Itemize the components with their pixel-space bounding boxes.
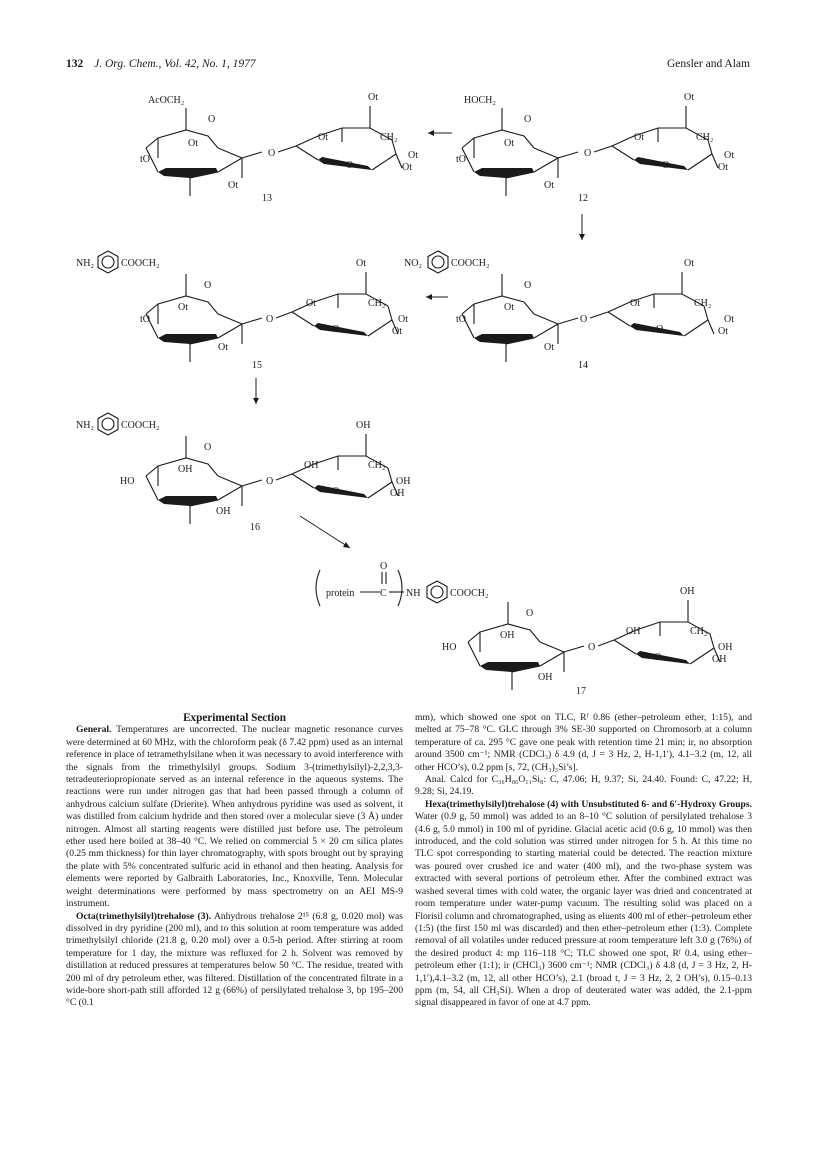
ot-label: Ot <box>368 92 378 103</box>
oh-label: OH <box>718 642 733 653</box>
glycosidic-o: O <box>268 148 276 159</box>
ring-o: O <box>524 114 532 125</box>
ot-label: Ot <box>188 138 198 149</box>
nh2-label: NH₂ <box>76 258 94 269</box>
oh-label: OH <box>626 626 641 637</box>
compound-16 <box>76 413 410 533</box>
label-15: 15 <box>252 360 262 371</box>
ring-o: O <box>204 280 212 291</box>
ot-label: Ot <box>228 180 238 191</box>
paragraph <box>415 799 752 1010</box>
ring-o: O <box>526 608 534 619</box>
nh-label: NH <box>406 588 421 599</box>
arrow-16-to-17 <box>300 516 350 548</box>
label-13: 13 <box>262 193 272 204</box>
glycosidic-o: O <box>580 314 588 325</box>
ot-label: Ot <box>718 162 728 173</box>
carbonyl-c: C <box>380 588 387 599</box>
ot-label: Ot <box>724 150 734 161</box>
paragraph <box>66 911 403 1010</box>
compound-14 <box>404 251 734 371</box>
ot-label: Ot <box>408 150 418 161</box>
compound-17 <box>316 561 732 697</box>
nh2-label: NH₂ <box>76 420 94 431</box>
to-label: tO <box>140 314 150 325</box>
left-column <box>66 712 403 1010</box>
compound-15 <box>76 251 408 371</box>
label-17: 17 <box>576 686 586 697</box>
paragraph <box>415 712 752 774</box>
to-label: tO <box>140 154 150 165</box>
paragraph <box>66 724 403 910</box>
ot-label: Ot <box>218 342 228 353</box>
no2-label: NO₂ <box>404 258 422 269</box>
ch2-label: CH₂ <box>694 298 712 309</box>
ring-o: O <box>346 160 354 171</box>
running-header-authors: Gensler and Alam <box>666 58 750 70</box>
protein-label: protein <box>326 588 355 599</box>
runin-heading: Hexa(trimethylsilyl)trehalose (4) with Unsubstituted 6- and 6′-Hydroxy Groups. <box>425 798 752 810</box>
glycosidic-o: O <box>584 148 592 159</box>
paragraph-text: Temperatures are uncorrected. The nuclear magnetic resonance curves were determined at 60 MHz, with the chloroform peak (δ 7.42 ppm) used as an internal reference in place of tetramethylsilane when it was necessary to avoid interference with the signals from the trimethylsilyl groups. Sodium 3-(trimethylsilyl)-2,2,3,3-tetradeuteriopropionate served as an internal reference in the aqueous systems. The reactions were run under nitrogen gas that had been passed through a column of anhydrous calcium sulfate (Drierite). When anhydrous pyridine was used as solvent, it was distilled from calcium hydride and then stored over a molecular sieve (3 Å) under nitrogen. Almost all starting reagents were distilled just before use. The petroleum ether used here boiled at 38–40 °C. We relied on commercial 5 × 20 cm silica plates (0.25 mm thickness) for thin layer chromatography, with spots brought out by spraying the plate with 5% concentrated sulfuric acid in ethanol and then heating. Analysis for elements were reported by Galbraith Laboratories, Inc., Knoxville, Tenn. Molecular weight determinations were performed by mass spectrometry on an AEI MS-9 instrument. <box>66 724 403 910</box>
cooch2-label: COOCH₂ <box>121 420 160 431</box>
hoch2-label: HOCH₂ <box>464 95 496 106</box>
glycosidic-o: O <box>588 642 596 653</box>
ot-label: Ot <box>684 92 694 103</box>
oh-label: OH <box>680 586 695 597</box>
ch2-label: CH₂ <box>690 626 708 637</box>
ot-label: Ot <box>504 302 514 313</box>
carbonyl-o: O <box>380 561 388 572</box>
oh-label: OH <box>500 630 515 641</box>
oh-label: OH <box>356 420 371 431</box>
oh-label: OH <box>216 506 231 517</box>
paragraph-text: Anhydrous trehalose 2¹⁵ (6.8 g, 0.020 mol) was dissolved in dry pyridine (200 ml), and to this solution at room temperature was added trimethylsilyl chloride (21.8 g, 0.20 mol) over a 0.5-h period. After stirring at room temperature for 1 day, the mixture was refluxed for 2 h. Solvent was removed by distillation at reduced pressures at temperatures below 50 °C. The residue, treated with 200 ml of dry petroleum ether, was filtered. Distillation of the concentrated filtrate in a wide-bore short-path still afforded 12 g (66%) of persilylated trehalose 3, bp 195–200 °C (0.1 <box>66 910 403 1009</box>
ho-label: HO <box>442 642 457 653</box>
paragraph-text: mm), which showed one spot on TLC, Rᶠ 0.86 (ether–petroleum ether, 1:15), and melted at 75–78 °C. GLC through 3% SE-30 supported on Chromosorb at a column temperature of ca. 295 °C gave one peak with retention time 21 min; ir, no absorption around 3500 cm⁻¹; NMR (CDCl₃) δ 4.9 (d, J = 3 Hz, 2, H-1,1′), 4.1–3.2 (m, 12, all other HCO’s), 0.2 ppm [s, 72, (CH₃)₃Si’s]. <box>415 712 752 773</box>
paragraph-text: Water (0.9 g, 50 mmol) was added to an 8–10 °C solution of persilylated trehalose 3 (4.6 g, 5.0 mmol) in 100 ml of pyridine. Glacial acetic acid (0.6 g, 10 mmol) was then introduced, and the cold solution was stirred under nitrogen for 5 h. At this time no TLC spot corresponding to starting material could be detected. The reaction mixture was poured over crushed ice and water (400 ml), and the two-phase system was extracted with several portions of petroleum ether. After the combined extract was washed several times with cold water, the organic layer was dried and concentrated at room temperature under water-pump vacuum. The resulting solid was placed on a Florisil column and chromatographed, using as eluents 400 ml of ether–petroleum ether (1:5) (the first 150 ml was discarded) and then ether–petroleum ether (1:3). Complete removal of all volatiles under reduced pressure at room temperature left 3.0 g (76%) of the desired product 4: mp 116–118 °C; TLC showed one spot, Rᶠ 0.4, using ether–petroleum ether (1:1); ir (CHCl₃) 3600 cm⁻¹; NMR (CDCl₃) δ 4.8 (d, J = 3 Hz, 2, H-1,1′),4.1–3.2 (m, 12, all other HCO’s), 2.1 (broad t, J = 3 Hz, 2, 2 OH’s), 0.15–0.13 ppm (m, 54, all CH₃Si). When a drop of deuterated water was added, the 2.1-ppm signal disappeared in favor of one at 4.7 ppm. <box>415 811 752 1009</box>
ot-label: Ot <box>718 326 728 337</box>
ot-label: Ot <box>544 180 554 191</box>
ch2-label: CH₂ <box>380 132 398 143</box>
oh-label: OH <box>304 460 319 471</box>
ot-label: Ot <box>724 314 734 325</box>
glycosidic-o: O <box>266 476 274 487</box>
label-16: 16 <box>250 522 260 533</box>
paragraph <box>415 774 752 799</box>
oh-label: OH <box>178 464 193 475</box>
runin-heading: Octa(trimethylsilyl)trehalose (3). <box>76 910 212 922</box>
ot-label: Ot <box>402 162 412 173</box>
ring-o: O <box>662 160 670 171</box>
ring-o: O <box>654 652 662 663</box>
compound-13 <box>140 92 418 204</box>
ho-label: HO <box>120 476 135 487</box>
glycosidic-o: O <box>266 314 274 325</box>
oh-label: OH <box>712 654 727 665</box>
ch2-label: CH₂ <box>368 298 386 309</box>
paragraph-text: Anal. Calcd for C₃₆H₈₆O₁₁Si₈: C, 47.06; H, 9.37; Si, 24.40. Found: C, 47.22; H, 9.28; Si, 24.19. <box>415 774 752 798</box>
cooch2-label: COOCH₂ <box>121 258 160 269</box>
to-label: tO <box>456 154 466 165</box>
ot-label: Ot <box>318 132 328 143</box>
ring-o: O <box>332 324 340 335</box>
ring-o: O <box>656 324 664 335</box>
compound-12 <box>456 92 734 204</box>
ot-label: Ot <box>356 258 366 269</box>
oh-label: OH <box>390 488 405 499</box>
ot-label: Ot <box>392 326 402 337</box>
runin-heading: General. <box>76 724 112 736</box>
ot-label: Ot <box>398 314 408 325</box>
journal-citation: J. Org. Chem., Vol. 42, No. 1, 1977 <box>94 58 256 70</box>
cooch2-label: COOCH₂ <box>451 258 490 269</box>
ot-label: Ot <box>630 298 640 309</box>
ch2-label: CH₂ <box>368 460 386 471</box>
ot-label: Ot <box>634 132 644 143</box>
ring-o: O <box>204 442 212 453</box>
label-12: 12 <box>578 193 588 204</box>
section-title: Experimental Section <box>183 712 286 724</box>
ot-label: Ot <box>544 342 554 353</box>
ring-o: O <box>524 280 532 291</box>
ot-label: Ot <box>178 302 188 313</box>
oh-label: OH <box>396 476 411 487</box>
ot-label: Ot <box>306 298 316 309</box>
ot-label: Ot <box>504 138 514 149</box>
to-label: tO <box>456 314 466 325</box>
right-column <box>415 712 752 1010</box>
ring-o: O <box>332 486 340 497</box>
ring-o: O <box>208 114 216 125</box>
oh-label: OH <box>538 672 553 683</box>
page-number: 132 <box>66 58 84 70</box>
cooch2-label: COOCH₂ <box>450 588 489 599</box>
ch2-label: CH₂ <box>696 132 714 143</box>
label-14: 14 <box>578 360 588 371</box>
ot-label: Ot <box>684 258 694 269</box>
acoch2-label: AcOCH₂ <box>148 95 185 106</box>
